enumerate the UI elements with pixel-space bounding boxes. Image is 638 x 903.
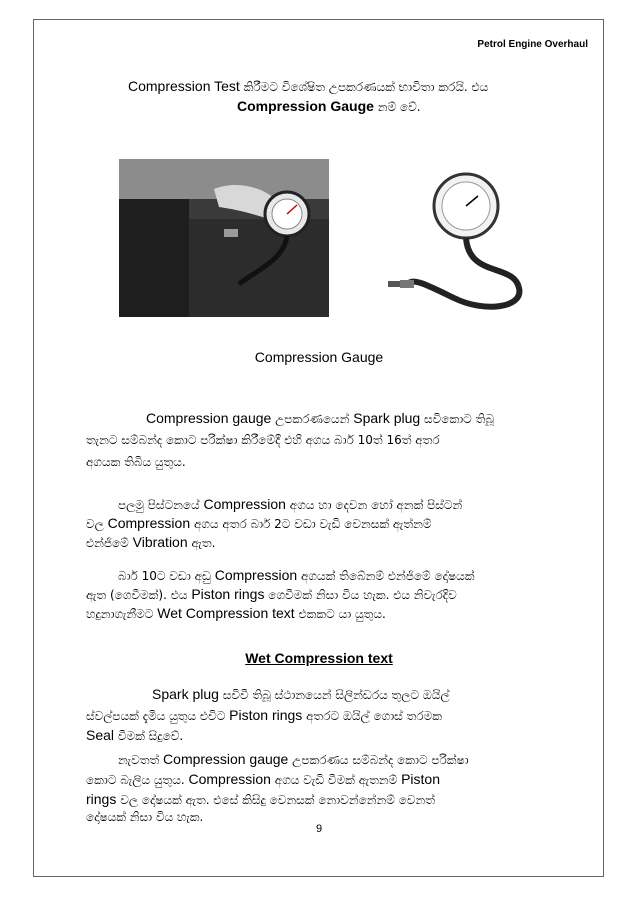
term-compression: Compression: [203, 496, 286, 512]
intro-sinhala-2: නම් වේ.: [377, 100, 421, 114]
term-seal: Seal: [86, 727, 115, 743]
para3-text-2: අගයක් තිබේනම් එන්ජිමේ දෝෂයක්: [301, 569, 475, 583]
para5-text-5: වල දෝෂයක් ඇත. එසේ කිසිදු වෙනසක් නොවන්නේනම් වෙනත්: [120, 793, 435, 807]
para5-line-1: [118, 751, 469, 768]
term-vibration: Vibration: [132, 534, 188, 550]
intro-line-2: [237, 98, 421, 115]
intro-line-1: [128, 78, 488, 95]
para2-text-1: පලමු පිස්ටනයේ: [118, 498, 200, 512]
para4-text-4: වීමක් සිදුවේ.: [117, 729, 184, 743]
term-piston: Piston: [401, 771, 440, 787]
para5-line-3: [86, 791, 435, 808]
para2-text-2: අගය හා දෙවන හෝ අනක් පිස්ටන්: [289, 498, 463, 512]
intro-term: Compression Test: [128, 78, 240, 94]
intro-sinhala-1: කිරීමට විශේෂිත උපකරණයක් භාවිතා කරයි. එය: [243, 80, 489, 94]
para5-line-4: දෝෂයක් නිසා විය හැක.: [86, 810, 204, 824]
figure-caption: Compression Gauge: [254, 349, 384, 365]
para4-line-1: [152, 686, 450, 703]
para4-text-2: ස්වල්පයක් දැමිය යුතුය එවිට: [86, 709, 226, 723]
term-spark-plug: Spark plug: [152, 686, 219, 702]
para4-line-3: [86, 727, 183, 744]
para5-text-3: කොට බැලිය යුතුය.: [86, 773, 185, 787]
para3-text-5: හදුනාගැනීමට: [86, 607, 154, 621]
term-wet-compression-text: Wet Compression text: [157, 605, 295, 621]
para3-text-1: බාර් 10ට වඩා අඩු: [118, 569, 211, 583]
term-piston-rings: Piston rings: [229, 707, 303, 723]
para3-text-3: ඇත (ගෙවීමක්). එය: [86, 588, 188, 602]
para4-text-3: අතරට ඔයිල් ගොස් තරමක: [306, 709, 442, 723]
para2-text-4: අගය අතර බාර් 2ට වඩා වැඩි වෙනසක් ඇත්නම්: [193, 517, 432, 531]
term-compression-gauge: Compression gauge: [163, 751, 289, 767]
term-compression-gauge: Compression gauge: [146, 410, 272, 426]
para5-line-2: [86, 771, 440, 788]
para2-text-3: වල: [86, 517, 104, 531]
term-piston-rings: Piston rings: [191, 586, 265, 602]
para1-text-2: සවිකොට තිබූ: [424, 412, 494, 426]
para2-text-6: ඇත.: [191, 536, 216, 550]
intro-gauge-term: Compression Gauge: [237, 98, 374, 114]
para1-line-2: තැනට සම්බන්ද කොට පරික්ෂා කිරීමේදී එහි අගය බාර් 10ත් 16ත් අතර: [86, 433, 440, 447]
para2-line-1: [118, 496, 462, 513]
running-header: Petrol Engine Overhaul: [477, 39, 588, 50]
term-spark-plug: Spark plug: [353, 410, 421, 426]
para1-line-3: අගයක තිබිය යුතුය.: [86, 455, 186, 469]
para5-text-1: නැවතත්: [118, 753, 160, 767]
para3-line-2: [86, 586, 457, 603]
page-number: 9: [315, 823, 323, 835]
term-compression: Compression: [214, 567, 298, 583]
term-rings: rings: [86, 791, 117, 807]
term-compression: Compression: [188, 771, 271, 787]
para3-text-6: එකකට යා යුතුය.: [298, 607, 386, 621]
para5-text-2: උපකරණය සම්බන්ද කොට පරික්ෂා: [292, 753, 469, 767]
term-compression: Compression: [107, 515, 191, 531]
para4-line-2: [86, 707, 442, 724]
para2-line-2: [86, 515, 431, 532]
para3-text-4: ගෙවීමක් නිසා විය හැක. එය නිවැරදිව: [268, 588, 457, 602]
para4-text-1: සවිවී තිබූ ස්ථානයෙන් සිලින්ඩරය තුලට ඔයිල්: [222, 688, 450, 702]
engine-bay-photo: [119, 159, 329, 317]
para2-line-3: [86, 534, 215, 551]
para1-line-1: [146, 410, 494, 427]
para2-text-5: එන්ජිමේ: [86, 536, 129, 550]
para3-line-1: [118, 567, 474, 584]
para3-line-3: [86, 605, 386, 622]
para1-text-1: උපකරණයෙන්: [275, 412, 350, 426]
page-border: [33, 19, 604, 877]
compression-gauge-photo: [374, 168, 536, 314]
para5-text-4: අගය වැඩි වීමක් ඇතනම්: [274, 773, 398, 787]
section-heading: Wet Compression text: [245, 650, 393, 666]
